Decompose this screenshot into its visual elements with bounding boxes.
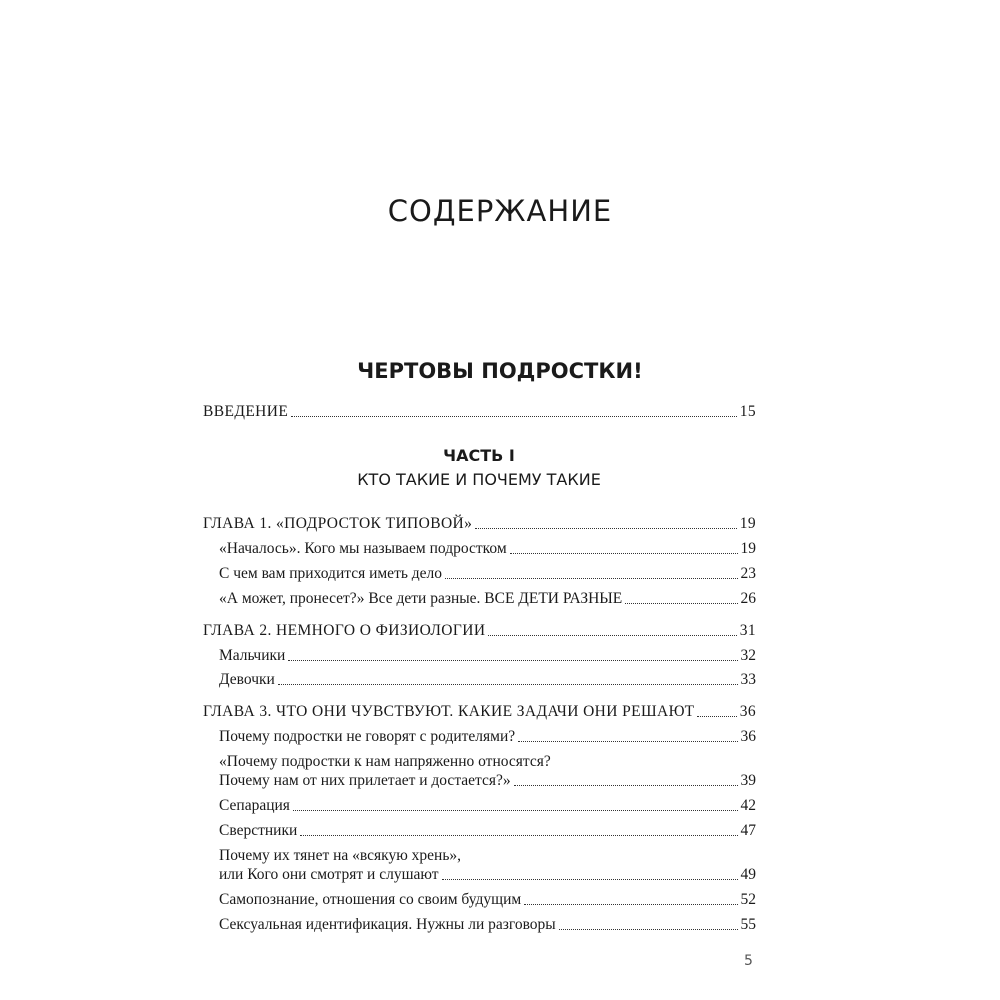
dot-leader xyxy=(488,635,736,636)
toc-page-number: 19 xyxy=(740,540,756,557)
toc-page-number: 49 xyxy=(740,866,756,883)
page-number: 5 xyxy=(744,953,753,969)
toc-page-number: 19 xyxy=(739,515,756,532)
toc-entry-section[interactable] xyxy=(219,864,756,885)
toc-page-number: 26 xyxy=(740,590,756,607)
toc-entry-label: Мальчики xyxy=(219,647,286,664)
dot-leader xyxy=(291,416,736,417)
toc-entry-section[interactable] xyxy=(219,889,756,910)
dot-leader xyxy=(288,660,737,661)
toc-entry-label: Почему нам от них прилетает и достается?» xyxy=(219,772,511,789)
toc-entry-label: Девочки xyxy=(219,671,275,688)
dot-leader xyxy=(475,528,736,529)
toc-entry-section[interactable] xyxy=(219,645,756,666)
toc-entry-label: Сверстники xyxy=(219,822,298,839)
toc-page-number: 32 xyxy=(740,647,756,664)
toc-entry-section[interactable] xyxy=(219,669,756,690)
dot-leader xyxy=(697,716,736,717)
toc-page-number: 36 xyxy=(739,703,756,720)
toc-entry-label: С чем вам приходится иметь дело xyxy=(219,565,443,582)
toc-entry-chapter-2[interactable] xyxy=(203,620,756,641)
toc-entry-label: Самопознание, отношения со своим будущим xyxy=(219,891,522,908)
dot-leader xyxy=(293,810,738,811)
dot-leader xyxy=(442,879,738,880)
toc-page-number: 31 xyxy=(739,622,756,639)
toc-entry-label: Сепарация xyxy=(219,797,290,814)
book-title: ЧЕРТОВЫ ПОДРОСТКИ! xyxy=(357,359,643,383)
toc-page-number: 42 xyxy=(740,797,756,814)
page-heading: СОДЕРЖАНИЕ xyxy=(387,194,613,228)
toc-entry-section[interactable] xyxy=(219,770,756,791)
toc-entry-section[interactable] xyxy=(219,795,756,816)
toc-entry-section[interactable] xyxy=(219,914,756,935)
toc-page-number: 15 xyxy=(739,403,756,420)
toc-entry-label: Почему их тянет на «всякую хрень», xyxy=(219,847,462,864)
toc-entry-label: «Почему подростки к нам напряженно относятся? xyxy=(219,753,551,770)
part-title: КТО ТАКИЕ И ПОЧЕМУ ТАКИЕ xyxy=(357,470,601,489)
toc-entry-label: Сексуальная идентификация. Нужны ли разговоры xyxy=(219,916,556,933)
dot-leader xyxy=(625,603,737,604)
toc-page-number: 39 xyxy=(740,772,756,789)
dot-leader xyxy=(278,684,738,685)
toc-entry-introduction[interactable] xyxy=(203,401,756,422)
dot-leader xyxy=(445,578,737,579)
toc-entry-label: «Началось». Кого мы называем подростком xyxy=(219,540,507,557)
dot-leader xyxy=(510,553,738,554)
toc-entry-section[interactable] xyxy=(219,726,756,747)
toc-entry-label: или Кого они смотрят и слушают xyxy=(219,866,439,883)
toc-entry-label: Почему подростки не говорят с родителями? xyxy=(219,728,516,745)
dot-leader xyxy=(300,835,737,836)
toc-entry-section[interactable] xyxy=(219,820,756,841)
dot-leader xyxy=(518,741,737,742)
toc-entry-label: ГЛАВА 2. НЕМНОГО О ФИЗИОЛОГИИ xyxy=(203,622,486,639)
dot-leader xyxy=(524,904,737,905)
toc-entry-section[interactable] xyxy=(219,588,756,609)
dot-leader xyxy=(514,785,738,786)
toc-entry-chapter-1[interactable] xyxy=(203,513,756,534)
toc-entry-section-line1[interactable] xyxy=(219,751,756,772)
part-number: ЧАСТЬ I xyxy=(443,446,515,465)
toc-entry-section[interactable] xyxy=(219,563,756,584)
toc-entry-label: ГЛАВА 3. ЧТО ОНИ ЧУВСТВУЮТ. КАКИЕ ЗАДАЧИ ОНИ РЕШАЮТ xyxy=(203,703,695,720)
toc-entry-section-line1[interactable] xyxy=(219,845,756,866)
toc-page-number: 47 xyxy=(740,822,756,839)
toc-page-number: 36 xyxy=(740,728,756,745)
toc-page-number: 33 xyxy=(740,671,756,688)
toc-entry-chapter-3[interactable] xyxy=(203,701,756,722)
toc-page-number: 52 xyxy=(740,891,756,908)
toc-entry-label: ГЛАВА 1. «ПОДРОСТОК ТИПОВОЙ» xyxy=(203,515,473,532)
toc-page-number: 55 xyxy=(740,916,756,933)
dot-leader xyxy=(559,929,738,930)
toc-entry-section[interactable] xyxy=(219,538,756,559)
toc-entry-label: ВВЕДЕНИЕ xyxy=(203,403,289,420)
toc-page-number: 23 xyxy=(740,565,756,582)
toc-entry-label: «А может, пронесет?» Все дети разные. ВСЕ ДЕТИ РАЗНЫЕ xyxy=(219,590,623,607)
